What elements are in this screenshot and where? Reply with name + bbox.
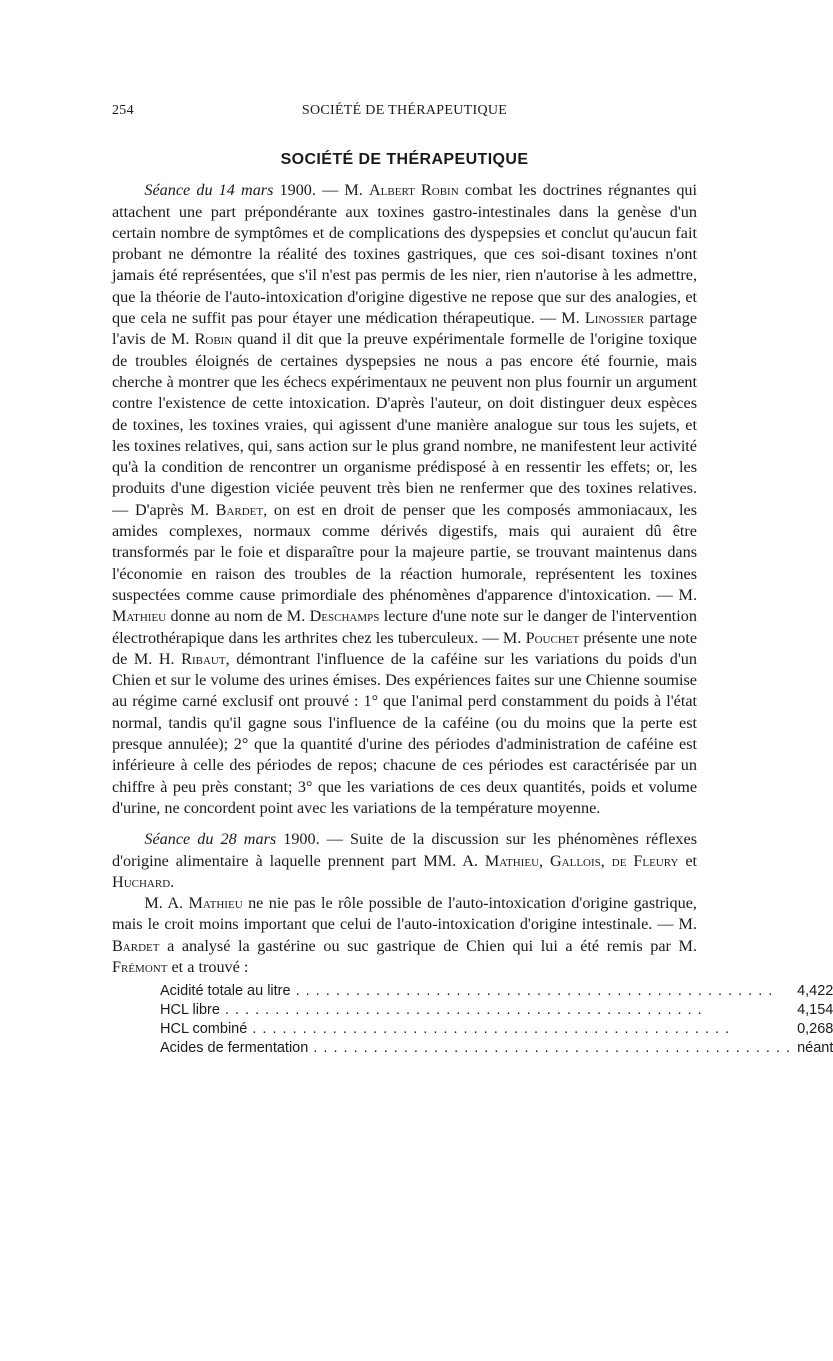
paragraph-mathieu-bardet [112, 893, 697, 978]
section-title: SOCIÉTÉ DE THÉRAPEUTIQUE [280, 151, 529, 168]
person-name: Mathieu [112, 607, 167, 626]
result-label: HCL combiné . . . [160, 1020, 791, 1039]
table-row [160, 1001, 833, 1020]
text-run: quand il dit que la preuve expérimentale formelle de l'origine toxique de troubles éloignés de certaines dyspepsies ne nous a pas encore été fournie, mais cherche à montrer que les échecs expérimentaux ne peuvent non plus fournir un argument contre l'existence de cette intoxication. D'après l'auteur, on doit distinguer deux espèces de toxines, les toxines vraies, qui agissent d'une manière analogue sur tous les sujets, et les toxines relatives, qui, sans action sur le plus grand nombre, ne manifestent leur activité qu'à la condition de rencontrer un organisme prédisposé à en ressentir les effets; or, les produits d'une digestion viciée peuvent très bien ne renfermer que des toxines relatives. — D'après M. [112, 330, 697, 519]
result-value: néant [797, 1040, 833, 1057]
result-label: Acides de fermentation . . . [160, 1039, 791, 1058]
document-page [112, 100, 833, 1058]
text-run: partage l'avis de M. [112, 309, 697, 349]
text-run: combat les doctrines régnantes qui attachent une part prépondérante aux toxines gastro-intestinales dans la genèse d'un certain nombre de symptômes et de complications des dyspepsies et conclut qu'aucun fait probant ne démontre la réalité des toxines gastriques, que ces soi-disant toxines n'ont jamais été représentées, que s'il n'est pas permis de les nier, rien n'autorise à les admettre, que la théorie de l'auto-intoxication d'origine digestive ne repose que sur des analogies, et que cela ne suffit pas pour étayer une médication thérapeutique. — M. [112, 181, 698, 328]
session-date: Séance du 28 mars [144, 830, 277, 849]
text-run: , démontrant l'influence de la caféine sur les variations du poids d'un Chien et sur le volume des urines émises. Des expériences faites sur une Chienne soumise au régime carné exclusif ont prouvé : 1° que l'animal perd constamment du poids à l'état normal, tandis qu'il gagne sous l'influence de la caféine (ou du moins que la perte est presque annulée); 2° que la quantité d'urine des périodes d'administration de caféine est inférieure à celle des périodes de repos; chacune de ces périodes est caractérisée par un chiffre à peu près constant; 3° que les variations de ces deux quantités, poids et volume d'urine, ne concordent point avec les variations de la température moyenne. [112, 649, 697, 817]
person-name: Bardet [112, 936, 160, 955]
result-value: 0,268 [797, 1021, 833, 1038]
paragraph-seance-14-mars [112, 180, 697, 819]
analysis-results-table [160, 982, 833, 1058]
person-name: Robin [194, 330, 233, 349]
text-run: a analysé la gastérine ou suc gastrique de Chien qui lui a été remis par M. [159, 936, 697, 955]
person-name: Mathieu [484, 851, 540, 870]
person-name: Albert Robin [368, 181, 459, 200]
person-name: Linossier [584, 309, 645, 328]
text-run: ne nie pas le rôle possible de l'auto-intoxication d'origine gastrique, mais le croit moins important que celui de l'auto-intoxication d'origine intestinale. — M. [112, 894, 697, 934]
table-row [160, 982, 833, 1001]
paragraph-seance-28-mars [112, 829, 697, 893]
result-value: 4,154 [797, 1002, 833, 1019]
person-name: H. Ribaut [158, 649, 226, 668]
person-name: Frémont [112, 957, 168, 976]
person-name: Bardet [215, 500, 264, 519]
text-run: présente une note de M. [112, 628, 697, 668]
text-run: M. A. [144, 894, 189, 913]
text-run: 1900. — M. [273, 181, 369, 200]
text-run: lecture d'une note sur le danger de l'intervention électrothérapique dans les arthrites chez les tuberculeux. — M. [112, 607, 697, 647]
session-date: Séance du 14 mars [144, 181, 274, 200]
text-run: . [170, 872, 175, 891]
table-row [160, 1020, 833, 1039]
person-name: Huchard [112, 872, 171, 891]
text-run: , [539, 851, 550, 870]
text-run: , on est en droit de penser que les composés ammoniacaux, les amides complexes, normaux comme dérivés digestifs, mais qui auraient dû être transformés par le foie et disparaître pour la majeure partie, se trouvant maintenus dans l'économie en raison des troubles de la réaction humorale, représentent les toxines suspectées comme cause primordiale des phénomènes d'apparence d'intoxication. — M. [112, 500, 697, 604]
table-row [160, 1039, 833, 1058]
result-label: Acidité totale au litre . . . [160, 982, 791, 1001]
text-run: et [678, 851, 698, 870]
result-label: HCL libre . . . [160, 1001, 791, 1020]
person-name: Mathieu [188, 894, 243, 913]
page-number: 254 [112, 103, 134, 118]
text-run: et a trouvé : [167, 957, 249, 976]
text-run: 1900. — Suite de la discussion sur les phénomènes réflexes d'origine alimentaire à laquelle prennent part MM. A. [112, 830, 697, 870]
text-run: donne au nom de M. [166, 607, 310, 626]
person-name: Gallois [549, 851, 601, 870]
person-name: Deschamps [309, 607, 380, 626]
person-name: de Fleury [611, 851, 679, 870]
text-run: , [600, 851, 612, 870]
person-name: Pouchet [525, 628, 580, 647]
running-title: SOCIÉTÉ DE THÉRAPEUTIQUE [301, 103, 508, 118]
result-value: 4,422 [797, 983, 833, 1000]
running-header [112, 100, 697, 122]
